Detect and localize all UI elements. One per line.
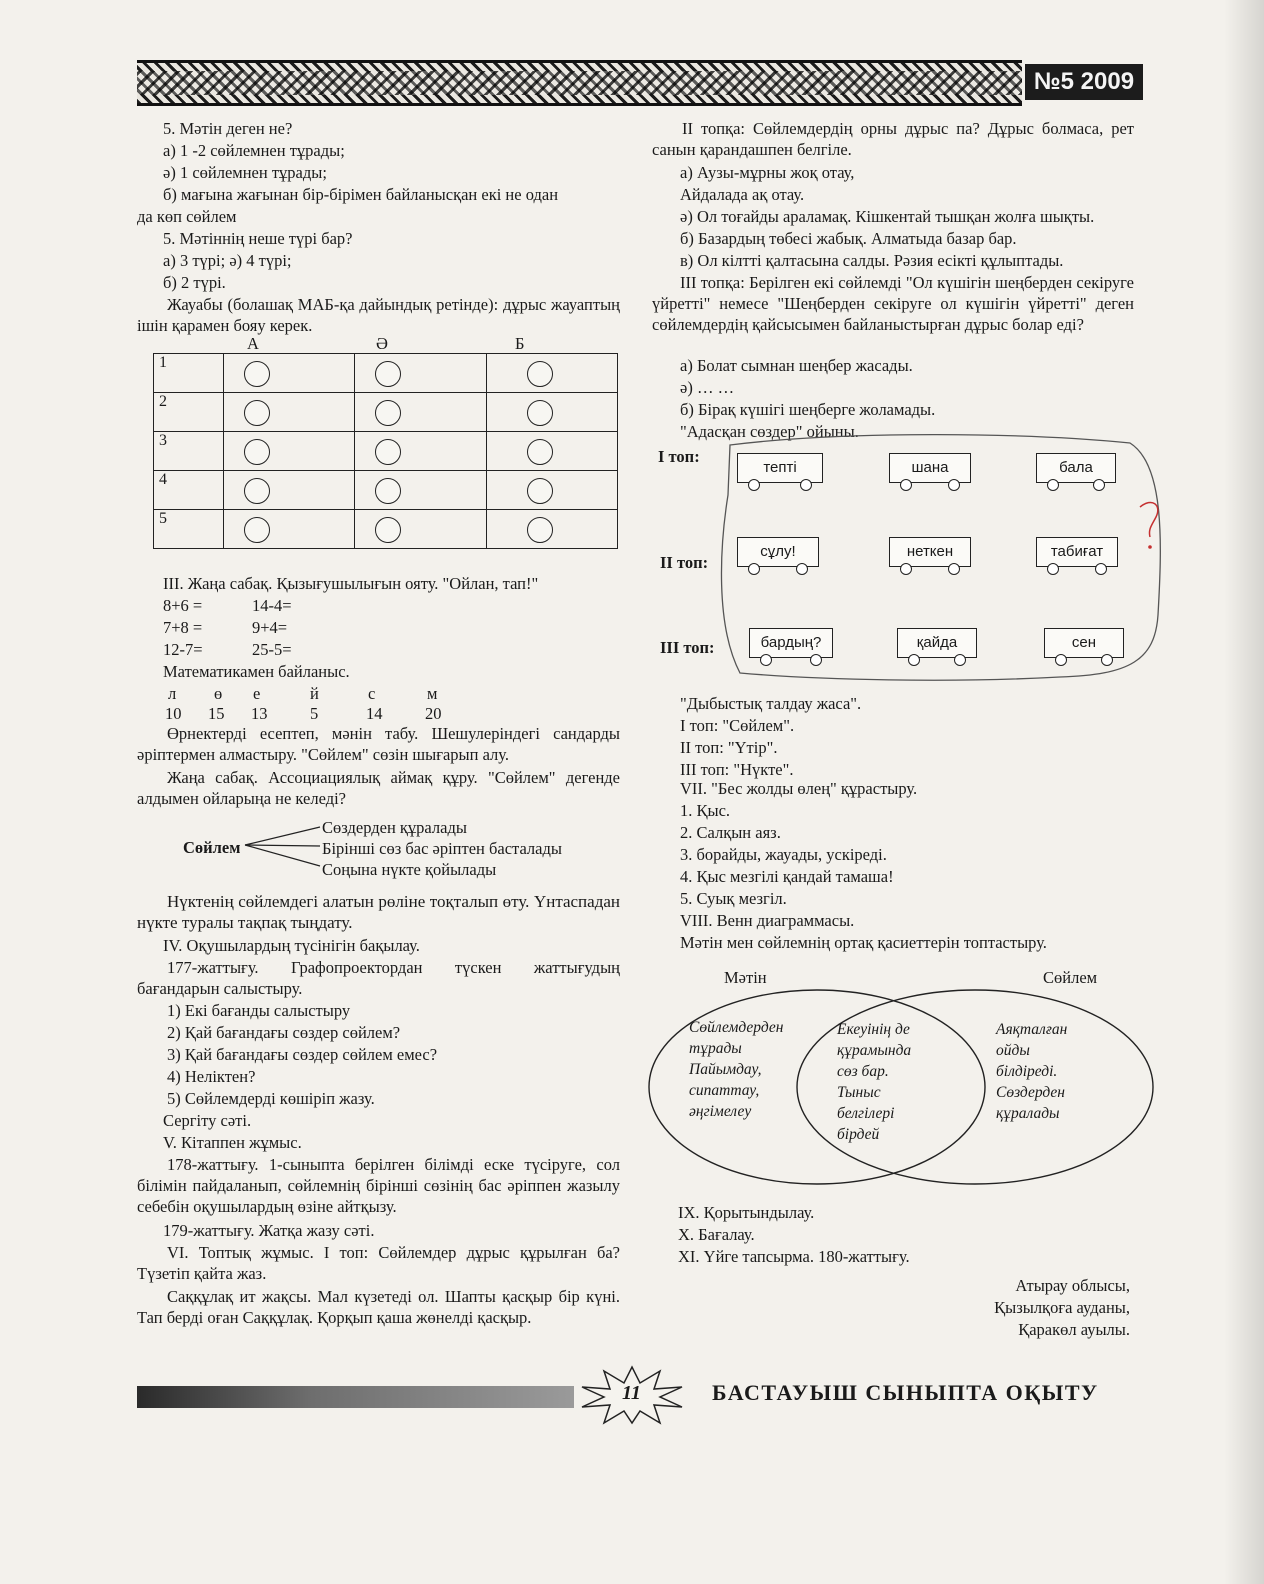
- grid-row-number: 1: [154, 354, 224, 393]
- list-item: 3) Қай бағандағы сөздер сөйлем емес?: [167, 1045, 438, 1064]
- venn-mid-line: сөз бар.: [837, 1063, 889, 1080]
- option: ә) 1 сөйлемнен тұрады;: [163, 163, 327, 182]
- venn-right-line: Сөздерден: [996, 1084, 1065, 1101]
- list-item: 5) Сөйлемдерді көшіріп жазу.: [167, 1089, 375, 1108]
- wheel-icon: [948, 563, 960, 575]
- address-line: Қызылқоға ауданы,: [994, 1298, 1130, 1317]
- wheel-icon: [748, 479, 760, 491]
- list-item: 4) Неліктен?: [167, 1067, 256, 1086]
- word-wagon: [897, 628, 977, 658]
- grid-row-number: 5: [154, 510, 224, 549]
- number: 13: [251, 704, 268, 723]
- letter: е: [253, 684, 261, 703]
- option: в) Ол кілтті қалтасына салды. Рәзия есікті құлыптады.: [680, 251, 1064, 270]
- wagon-word: бала: [1059, 459, 1093, 476]
- venn-left-line: әңгімелеу: [689, 1103, 752, 1120]
- section-heading: VII. "Бес жолды өлең" құрастыру.: [680, 779, 918, 798]
- paragraph: 178-жаттығу. 1-сыныпта берілген білімді еске түсіруге, сол білімін пайдаланып, сөйлемнің бірінші сөзінің бас әріппен жазылу себебін оқушылардың өзіне айтқызу.: [137, 1155, 620, 1216]
- number: 15: [208, 704, 225, 723]
- paragraph: VI. Топтық жұмыс. I топ: Сөйлемдер дұрыс құрылған ба? Түзетіп қайта жаз.: [137, 1243, 620, 1283]
- wagon-word: бардың?: [760, 634, 822, 651]
- wheel-icon: [760, 654, 772, 666]
- section-heading: XI. Үйге тапсырма. 180-жаттығу.: [678, 1247, 910, 1266]
- grid-cell: [486, 471, 617, 510]
- grid-col-header: Б: [515, 334, 525, 353]
- paragraph: Саққұлақ ит жақсы. Мал күзетеді ол. Шапты қасқыр бір күні. Тап берді оған Саққұлақ. Қорқып қаша жөнелді қасқыр.: [137, 1287, 620, 1327]
- grid-row-number: 2: [154, 393, 224, 432]
- poem-line: 5. Суық мезгіл.: [680, 889, 787, 908]
- word-wagon: [1036, 453, 1116, 483]
- list-item: II топ: "Үтір".: [680, 738, 778, 757]
- answer-bubble: [375, 400, 401, 426]
- grid-cell: [355, 510, 486, 549]
- letter: ө: [214, 684, 223, 703]
- word-wagon: [737, 453, 823, 483]
- paragraph: 179-жаттығу. Жатқа жазу сәті.: [163, 1221, 375, 1240]
- math-expr: 8+6 =: [163, 596, 203, 615]
- math-expr: 14-4=: [252, 596, 292, 615]
- answer-bubble: [375, 478, 401, 504]
- cluster-item: Сөздерден құралады: [322, 818, 467, 837]
- grid-row-number: 3: [154, 432, 224, 471]
- grid-cell: [486, 393, 617, 432]
- grid-cell: [355, 471, 486, 510]
- paragraph: Нүктенің сөйлемдегі алатын рөліне тоқталып өту. Үнтаспадан нүкте туралы тақпақ тыңдату.: [137, 892, 620, 932]
- grid-col-header: А: [247, 334, 259, 353]
- wheel-icon: [1055, 654, 1067, 666]
- ornament-band: [137, 60, 1022, 106]
- wagon-word: сен: [1071, 634, 1097, 651]
- answer-bubble: [375, 361, 401, 387]
- group-label: III топ:: [660, 638, 715, 657]
- paragraph: III топқа: Берілген екі сөйлемді "Ол күшігін шеңберден секіруге үйретті" немесе "Шеңберден секіруге ол күшігін үйретті" деген сөйлемдердің қайсысымен байланыстырған дұрыс болар еді?: [652, 273, 1134, 334]
- answer-note: Жауабы (болашақ МАБ-қа дайындық ретінде): дұрыс жауаптың ішін қарамен бояу керек.: [137, 295, 620, 335]
- answer-bubble: [244, 517, 270, 543]
- word-wagon: [1044, 628, 1124, 658]
- answer-bubble: [244, 478, 270, 504]
- grid-cell: [224, 354, 355, 393]
- wagon-word: табиғат: [1050, 543, 1104, 560]
- wheel-icon: [900, 479, 912, 491]
- venn-right-line: ойды: [996, 1042, 1030, 1059]
- section-heading: IX. Қорытындылау.: [678, 1203, 815, 1222]
- venn-mid-line: Екеуінің де: [837, 1021, 910, 1038]
- list-item: 1) Екі бағанды салыстыру: [167, 1001, 351, 1020]
- option: ә) Ол тоғайды араламақ. Кішкентай тышқан жолға шықты.: [680, 207, 1095, 226]
- poem-line: 2. Салқын аяз.: [680, 823, 781, 842]
- issue-number: №5 2009: [1025, 64, 1143, 100]
- answer-bubble: [244, 400, 270, 426]
- number: 10: [165, 704, 182, 723]
- word-wagon: [737, 537, 819, 567]
- paragraph: 177-жаттығу. Графопроектордан түскен жаттығудың бағандарын салыстыру.: [137, 958, 620, 998]
- grid-cell: [224, 432, 355, 471]
- poem-line: 1. Қыс.: [680, 801, 731, 820]
- grid-col-header: Ә: [376, 334, 388, 353]
- cluster-lines: [240, 820, 325, 870]
- letter: с: [368, 684, 376, 703]
- list-item: I топ: "Сөйлем".: [680, 716, 795, 735]
- wagon-word: неткен: [906, 543, 954, 560]
- option: да көп сөйлем: [137, 207, 237, 226]
- answer-bubble: [375, 517, 401, 543]
- option: а) Аузы-мұрны жоқ отау,: [680, 163, 855, 182]
- section-heading: V. Кітаппен жұмыс.: [163, 1133, 302, 1152]
- wheel-icon: [948, 479, 960, 491]
- math-expr: 25-5=: [252, 640, 292, 659]
- grid-cell: [486, 510, 617, 549]
- wheel-icon: [1093, 479, 1105, 491]
- grid-cell: [224, 510, 355, 549]
- number: 5: [310, 704, 319, 723]
- grid-cell: [355, 354, 486, 393]
- answer-bubble: [527, 361, 553, 387]
- group-label: II топ:: [660, 553, 709, 572]
- option: а) 3 түрі; ә) 4 түрі;: [163, 251, 292, 270]
- venn-mid-line: бірдей: [837, 1126, 880, 1143]
- q-text-types: 5. Мәтіннің неше түрі бар?: [163, 229, 353, 248]
- venn-mid-line: құрамында: [837, 1042, 912, 1059]
- answer-bubble: [244, 361, 270, 387]
- answer-bubble: [244, 439, 270, 465]
- paragraph: Жаңа сабақ. Ассоциациялық аймақ құру. "Сөйлем" дегенде алдымен ойларыңа не келеді?: [137, 768, 620, 808]
- option: а) Болат сымнан шеңбер жасады.: [680, 356, 913, 375]
- grid-cell: [486, 354, 617, 393]
- grid-cell: [224, 393, 355, 432]
- answer-bubble: [527, 478, 553, 504]
- math-expr: 9+4=: [252, 618, 288, 637]
- venn-left-title: Мәтін: [724, 968, 767, 987]
- page-number: 11: [622, 1382, 641, 1404]
- group-label: I топ:: [658, 447, 700, 466]
- wheel-icon: [1095, 563, 1107, 575]
- wheel-icon: [1047, 479, 1059, 491]
- option: б) Базардың төбесі жабық. Алматыда базар бар.: [680, 229, 1017, 248]
- answer-bubble: [527, 439, 553, 465]
- wagon-word: сұлу!: [760, 543, 796, 560]
- journal-title: БАСТАУЫШ СЫНЫПТА ОҚЫТУ: [712, 1380, 1099, 1405]
- paragraph: Мәтін мен сөйлемнің ортақ қасиеттерін топтастыру.: [680, 933, 1047, 952]
- word-wagon: [889, 453, 971, 483]
- section-heading: X. Бағалау.: [678, 1225, 755, 1244]
- option: б) 2 түрі.: [163, 273, 226, 292]
- paragraph: Сергіту сәті.: [163, 1111, 252, 1130]
- wagon-word: қайда: [916, 634, 958, 651]
- paragraph: "Дыбыстық талдау жаса".: [680, 694, 862, 713]
- option: б) мағына жағынан бір-бірімен байланысқан екі не одан: [163, 185, 559, 204]
- footer-bar: [137, 1386, 574, 1408]
- wheel-icon: [810, 654, 822, 666]
- option: б) Бірақ күшігі шеңберге жоламады.: [680, 400, 936, 419]
- letter: л: [168, 684, 177, 703]
- poem-line: 4. Қыс мезгілі қандай тамаша!: [680, 867, 894, 886]
- letter: м: [427, 684, 438, 703]
- number: 14: [366, 704, 383, 723]
- number: 20: [425, 704, 442, 723]
- option: Айдалада ақ отау.: [680, 185, 805, 204]
- wagon-word: тепті: [763, 459, 797, 476]
- word-wagon: [1036, 537, 1118, 567]
- wheel-icon: [908, 654, 920, 666]
- list-item: 2) Қай бағандағы сөздер сөйлем?: [167, 1023, 401, 1042]
- math-expr: 7+8 =: [163, 618, 203, 637]
- q-text-question: 5. Мәтін деген не?: [163, 119, 293, 138]
- answer-bubble: [375, 439, 401, 465]
- list-item: III топ: "Нүкте".: [680, 760, 794, 779]
- wheel-icon: [796, 563, 808, 575]
- option: ә) … …: [680, 378, 735, 397]
- grid-row-number: 4: [154, 471, 224, 510]
- wheel-icon: [954, 654, 966, 666]
- wheel-icon: [800, 479, 812, 491]
- grid-cell: [355, 432, 486, 471]
- cluster-center: Сөйлем: [183, 838, 241, 857]
- letter: й: [310, 684, 319, 703]
- grid-cell: [355, 393, 486, 432]
- venn-mid-line: белгілері: [837, 1105, 895, 1122]
- grid-cell: [224, 471, 355, 510]
- page-edge-shadow: [1224, 0, 1264, 1584]
- math-expr: 12-7=: [163, 640, 203, 659]
- cluster-item: Соңына нүкте қойылады: [322, 860, 497, 879]
- paragraph: Өрнектерді есептеп, мәнін табу. Шешулеріндегі сандарды әріптермен алмастыру. "Сөйлем" сөзін шығарып алу.: [137, 724, 620, 764]
- word-wagon: [749, 628, 833, 658]
- venn-left-line: тұрады: [689, 1040, 742, 1057]
- venn-left-line: сипаттау,: [689, 1082, 760, 1099]
- answer-bubble: [527, 400, 553, 426]
- cluster-item: Бірінші сөз бас әріптен басталады: [322, 839, 562, 858]
- wheel-icon: [900, 563, 912, 575]
- venn-mid-line: Тыныс: [837, 1084, 881, 1101]
- answer-bubble: [527, 517, 553, 543]
- venn-right-line: Аяқталған: [996, 1021, 1068, 1038]
- venn-left-line: Пайымдау,: [689, 1061, 762, 1078]
- answer-grid: [153, 353, 618, 549]
- poem-line: 3. борайды, жауады, ускіреді.: [680, 845, 887, 864]
- venn-right-line: құралады: [996, 1105, 1060, 1122]
- venn-right-title: Сөйлем: [1043, 968, 1098, 987]
- subheading: Математикамен байланыс.: [163, 662, 350, 681]
- address-line: Атырау облысы,: [1015, 1276, 1130, 1295]
- wheel-icon: [1101, 654, 1113, 666]
- venn-left-line: Сөйлемдерден: [689, 1019, 784, 1036]
- paragraph: II топқа: Сөйлемдердің орны дұрыс па? Дұрыс болмаса, рет санын қарандашпен белгіле.: [652, 119, 1134, 159]
- section-heading: VIII. Венн диаграммасы.: [680, 911, 855, 930]
- option: а) 1 -2 сөйлемнен тұрады;: [163, 141, 345, 160]
- section-heading: III. Жаңа сабақ. Қызығушылығын ояту. "Ойлан, тап!": [163, 574, 539, 593]
- section-heading: IV. Оқушылардың түсінігін бақылау.: [163, 936, 420, 955]
- grid-cell: [486, 432, 617, 471]
- address-line: Қаракөл ауылы.: [1018, 1320, 1130, 1339]
- wagon-word: шана: [911, 459, 949, 476]
- wheel-icon: [1047, 563, 1059, 575]
- word-wagon: [889, 537, 971, 567]
- venn-right-line: білдіреді.: [996, 1063, 1058, 1080]
- game-title: "Адасқан сөздер" ойыны.: [680, 422, 859, 441]
- wheel-icon: [748, 563, 760, 575]
